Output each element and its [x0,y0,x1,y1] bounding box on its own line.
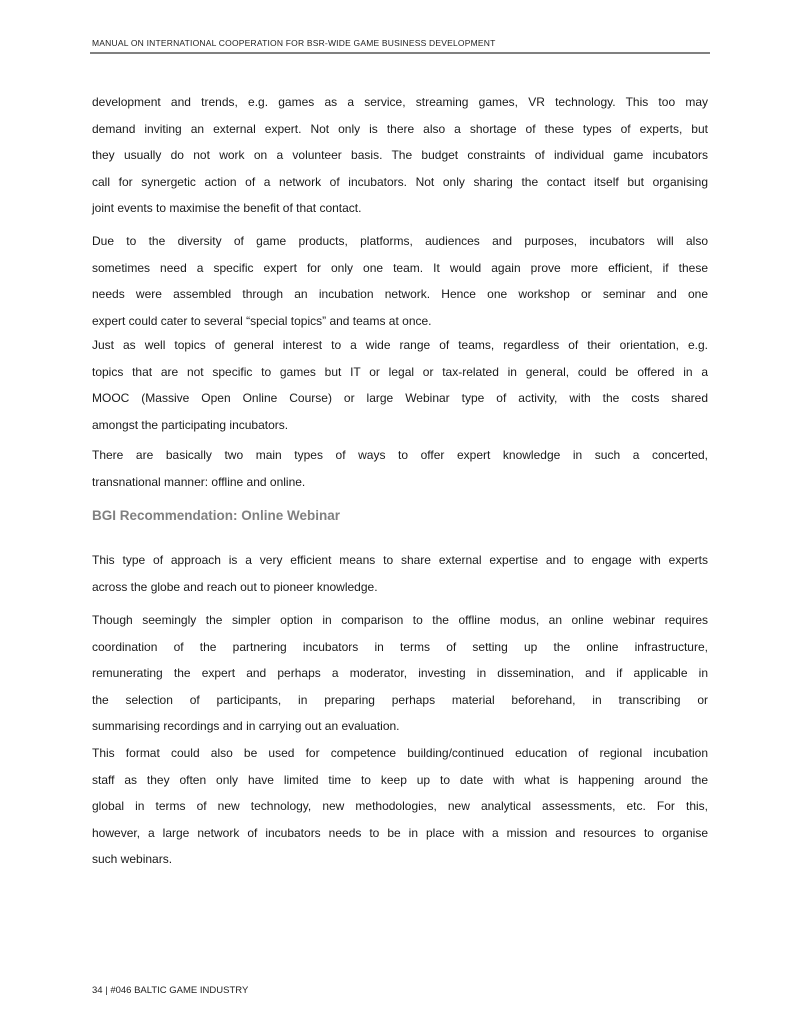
text-line: Though seemingly the simpler option in comparison to the offline modus, an online webinar requires [92,613,708,627]
text-line: they usually do not work on a volunteer basis. The budget constraints of individual game incubators [92,148,708,163]
text-line: the selection of participants, in preparing perhaps material beforehand, in transcribing or [92,692,708,707]
text-line: development and trends, e.g. games as a service, streaming games, VR technology. This too may [92,95,708,109]
text-line: sometimes need a specific expert for only one team. It would again prove more efficient, if these [92,260,708,275]
text-line: amongst the participating incubators. [92,417,289,432]
paragraph [92,89,708,222]
text-line: across the globe and reach out to pioneer knowledge. [92,579,378,594]
text-line: There are basically two main types of ways to offer expert knowledge in such a concerted, [92,448,708,462]
header-divider [90,52,710,54]
page-footer: 34 | #046 BALTIC GAME INDUSTRY [92,985,249,996]
text-line: This type of approach is a very efficient means to share external expertise and to engage with experts [92,553,708,567]
text-line: MOOC (Massive Open Online Course) or large Webinar type of activity, with the costs shared [92,391,708,406]
text-line: demand inviting an external expert. Not only is there also a shortage of these types of experts, but [92,121,708,136]
paragraph [92,442,708,495]
text-line: staff as they often only have limited time to keep up to date with what is happening around the [92,772,708,787]
text-line: global in terms of new technology, new methodologies, new analytical assessments, etc. For this, [92,799,708,814]
text-line: however, a large network of incubators needs to be in place with a mission and resources to organise [92,825,708,840]
paragraph [92,547,708,600]
paragraph [92,607,708,740]
text-line: summarising recordings and in carrying out an evaluation. [92,719,400,734]
section-heading: BGI Recommendation: Online Webinar [92,508,341,523]
text-line: call for synergetic action of a network of incubators. Not only sharing the contact itself but organising [92,174,708,189]
paragraph [92,228,708,334]
text-line: topics that are not specific to games but IT or legal or tax-related in general, could be offered in a [92,364,708,379]
paragraph [92,740,708,873]
text-line: coordination of the partnering incubators in terms of setting up the online infrastructure, [92,639,708,654]
text-line: remunerating the expert and perhaps a moderator, investing in dissemination, and if applicable in [92,666,708,681]
running-header: MANUAL ON INTERNATIONAL COOPERATION FOR BSR-WIDE GAME BUSINESS DEVELOPMENT [92,38,496,48]
text-line: This format could also be used for competence building/continued education of regional incubation [92,746,708,760]
text-line: transnational manner: offline and online. [92,474,306,489]
text-line: needs were assembled through an incubation network. Hence one workshop or seminar and one [92,287,708,302]
text-line: Due to the diversity of game products, platforms, audiences and purposes, incubators will also [92,234,708,248]
text-line: such webinars. [92,852,173,867]
text-line: Just as well topics of general interest to a wide range of teams, regardless of their orientation, e.g. [92,338,708,352]
text-line: joint events to maximise the benefit of that contact. [92,201,362,216]
text-line: expert could cater to several “special topics” and teams at once. [92,313,432,328]
paragraph [92,332,708,438]
